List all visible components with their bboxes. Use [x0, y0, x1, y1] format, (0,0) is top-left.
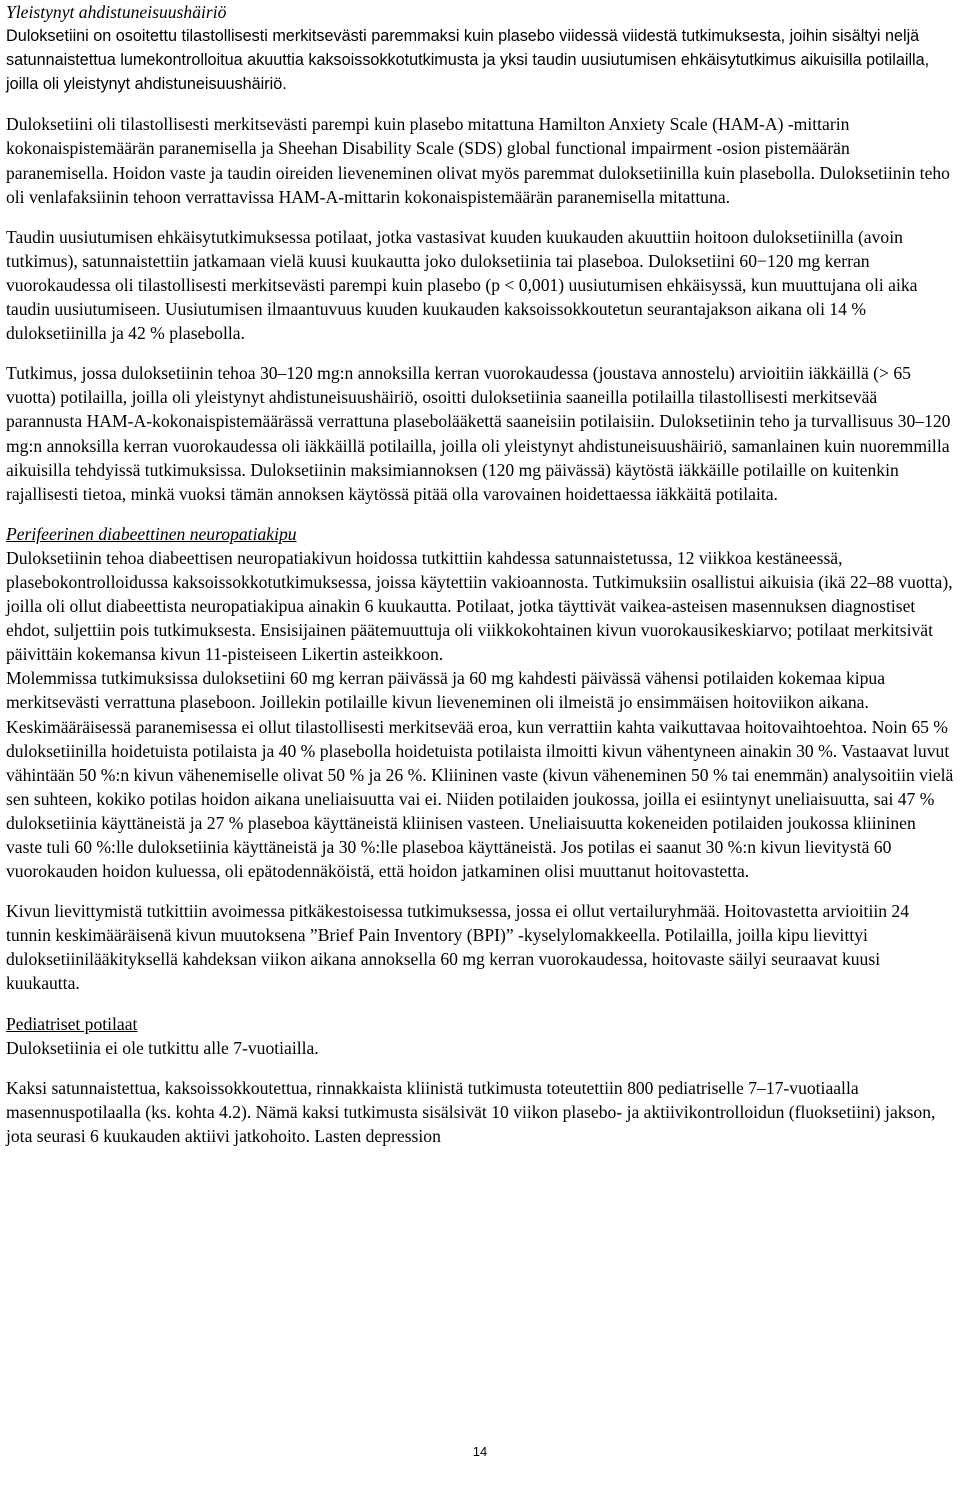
dpnp-paragraph-3: Kivun lievittymistä tutkittiin avoimessa pitkäkestoisessa tutkimuksessa, jossa ei ollut vertailuryhmää. Hoitovastetta arvioitiin 24 tunnin keskimääräisenä kivun muutoksena ”Brief Pain Inventory (BPI)” -kyselylomakkeella. Potilailla, joilla kipu lievittyi duloksetiinilääkityksellä kahdeksan viikon aikana annoksella 60 mg kerran vuorokaudessa, hoitovaste säilyi seuraavat kuusi kuukautta. [6, 901, 910, 994]
section-heading-pediatric: Pediatriset potilaat [6, 1013, 138, 1034]
gad-paragraph-3: Taudin uusiutumisen ehkäisytutkimuksessa potilaat, jotka vastasivat kuuden kuukauden akuuttiin hoitoon duloksetiinilla (avoin tutkimus), satunnaistettiin jatkamaan vielä kuusi kuukautta joko duloksetiinia tai plaseboa. Duloksetiini 60−120 mg kerran vuorokaudessa oli tilastollisesti merkitsevästi parempi kuin plasebo (p < 0,001) uusiutumisen ehkäisyssä, kun muuttujana oli aika taudin uusiutumiseen. Uusiutumisen ilmaantuvuus kuuden kuukauden kaksoissokkoutetun seurantajakson aikana oli 14 % duloksetiinilla ja 42 % plasebolla. [6, 226, 918, 344]
dpnp-paragraph-2: Molemmissa tutkimuksissa duloksetiini 60 mg kerran päivässä ja 60 mg kahdesti päivässä vähensi potilaiden kokemaa kipua merkitsevästi verrattuna plaseboon. Joillekin potilaille kivun lieveneminen oli ilmeistä jo ensimmäisen hoitoviikon aikana. Keskimääräisessä paranemisessa ei ollut tilastollisesti merkitsevää eroa, kun verrattiin kahta vaikuttavaa hoitovaihtoehtoa. Noin 65 % duloksetiinilla hoidetuista potilaista ja 40 % plasebolla hoidetuista potilaista ilmoitti kivun vähentyneen ainakin 30 %. Vastaavat luvut vähintään 50 %:n kivun vähenemiselle olivat 50 % ja 26 %. Kliininen vaste (kivun väheneminen 50 % tai enemmän) analysoitiin vielä sen suhteen, kokiko potilas hoidon aikana uneliaisuutta vai ei. Niiden potilaiden joukossa, joilla ei esiintynyt uneliaisuutta, sai 47 % duloksetiinia käyttäneistä ja 27 % plaseboa käyttäneistä kliinisen vasteen. Uneliaisuutta kokeneiden potilaiden joukossa kliininen vaste tuli 60 %:lle duloksetiinia käyttäneistä ja 30 %:lle plaseboa käyttäneistä. Jos potilas ei saanut 30 %:n kivun lievitystä 60 vuorokauden hoidon kuluessa, oli epätodennäköistä, että hoidon jatkaminen olisi muuttanut hoitovastetta. [6, 668, 954, 882]
section-heading-dpnp: Perifeerinen diabeettinen neuropatiakipu [6, 523, 297, 544]
pediatric-paragraph-1: Duloksetiinia ei ole tutkittu alle 7-vuotiailla. [6, 1037, 319, 1058]
gad-paragraph-4: Tutkimus, jossa duloksetiinin tehoa 30–120 mg:n annoksilla kerran vuorokaudessa (joustava annostelu) arvioitiin iäkkäillä (> 65 vuotta) potilailla, joilla oli yleistynyt ahdistuneisuushäiriö, osoitti duloksetiinia saaneilla potilailla tilastollisesti merkitsevää parannusta HAM-A-kokonaispistemäärässä verrattuna plasebolääkettä saaneisiin potilaisiin. Duloksetiinin teho ja turvallisuus 30–120 mg:n annoksilla kerran vuorokaudessa oli iäkkäillä potilailla, joilla oli yleistynyt ahdistuneisuushäiriö, samanlainen kuin nuoremmilla aikuisilla tehdyissä tutkimuksissa. Duloksetiinin maksimiannoksen (120 mg päivässä) käytöstä iäkkäille potilaille on kuitenkin rajallisesti tietoa, minkä vuoksi tämän annoksen käytössä pitää olla varovainen hoidettaessa iäkkäitä potilaita. [6, 363, 951, 504]
dpnp-paragraph-1: Duloksetiinin tehoa diabeettisen neuropatiakivun hoidossa tutkittiin kahdessa satunnaistetussa, 12 viikkoa kestäneessä, plasebokontrolloidussa kaksoissokkotutkimuksessa, joissa käytettiin vakioannosta. Tutkimuksiin osallistui aikuisia (ikä 22–88 vuotta), joilla oli ollut diabeettista neuropatiakipua ainakin 6 kuukautta. Potilaat, jotka täyttivät vaikea-asteisen masennuksen diagnostiset ehdot, suljettiin pois tutkimuksesta. Ensisijainen päätemuuttuja oli viikkokohtainen kivun vuorokausikeskiarvo; potilaat merkitsivät päivittäin kokemansa kivun 11-pisteiseen Likertin asteikkoon. [6, 547, 953, 665]
pediatric-paragraph-2: Kaksi satunnaistettua, kaksoissokkoutettua, rinnakkaista kliinistä tutkimusta toteutettiin 800 pediatriselle 7–17-vuotiaalla masennuspotilaalla (ks. kohta 4.2). Nämä kaksi tutkimusta sisälsivät 10 viikon plasebo- ja aktiivikontrolloidun (fluoksetiini) jakson, jota seurasi 6 kuukauden aktiivi jatkohoito. Lasten depression [6, 1077, 936, 1146]
gad-paragraph-2: Duloksetiini oli tilastollisesti merkitsevästi parempi kuin plasebo mitattuna Hamilton Anxiety Scale (HAM-A) -mittarin kokonaispistemäärän paranemisella ja Sheehan Disability Scale (SDS) global functional impairment -osion pistemäärän paranemisella. Hoidon vaste ja taudin oireiden lieveneminen olivat myös paremmat duloksetiinilla kuin plasebolla. Duloksetiinin teho oli venlafaksiinin tehoon verrattavissa HAM-A-mittarin kokonaispistemäärän paranemisella mitattuna. [6, 114, 950, 207]
page-number: 14 [472, 1444, 488, 1459]
section-heading-gad: Yleistynyt ahdistuneisuushäiriö [6, 2, 227, 22]
document-page [6, 0, 954, 1148]
gad-intro-paragraph: Duloksetiini on osoitettu tilastollisesti merkitsevästi paremmaksi kuin plasebo viidessä viidestä tutkimuksesta, joihin sisältyi neljä satunnaistettua lumekontrolloitua akuuttia kaksoissokkotutkimusta ja yksi taudin uusiutumisen ehkäisytutkimus aikuisilla potilailla, joilla oli yleistynyt ahdistuneisuushäiriö. [6, 27, 930, 94]
